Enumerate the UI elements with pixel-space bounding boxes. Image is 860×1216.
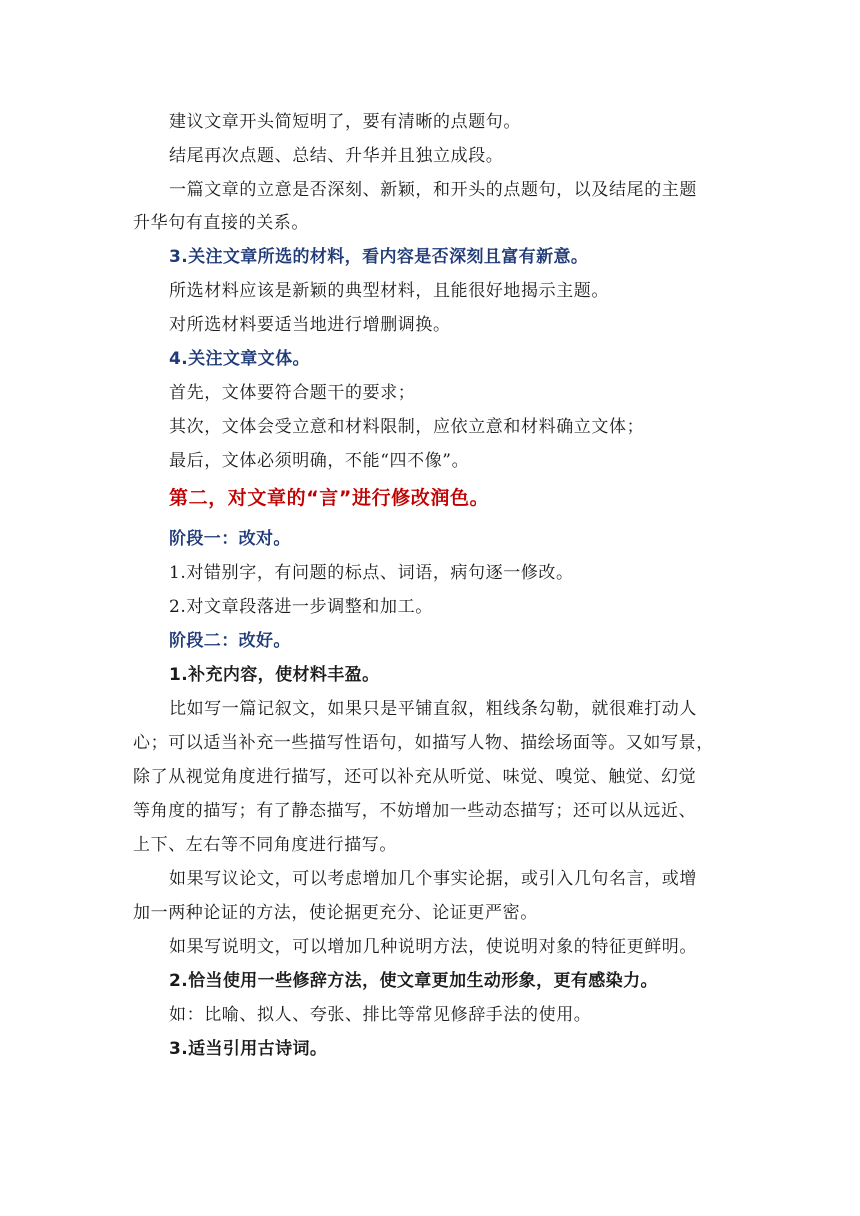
paragraph: 比如写一篇记叙文，如果只是平铺直叙，粗线条勾勒，就很难打动人 <box>169 699 697 719</box>
section-heading: 第二，对文章的“言”进行修改润色。 <box>169 487 490 509</box>
stage-heading: 阶段二：改好。 <box>169 631 291 651</box>
subheading: 3.关注文章所选的材料，看内容是否深刻且富有新意。 <box>169 247 589 267</box>
paragraph: 如：比喻、拟人、夸张、排比等常见修辞手法的使用。 <box>169 1005 592 1025</box>
paragraph: 最后，文体必须明确，不能“四不像”。 <box>169 451 470 471</box>
subheading: 3.适当引用古诗词。 <box>169 1039 328 1059</box>
paragraph: 首先，文体要符合题干的要求； <box>169 383 416 403</box>
subheading: 1.补充内容，使材料丰盈。 <box>169 665 380 685</box>
subheading: 4.关注文章文体。 <box>169 349 310 369</box>
paragraph-continuation: 加一两种论证的方法，使论据更充分、论证更严密。 <box>133 903 538 923</box>
paragraph: 结尾再次点题、总结、升华并且独立成段。 <box>169 146 504 166</box>
paragraph-continuation: 等角度的描写；有了静态描写，不妨增加一些动态描写；还可以从远近、 <box>133 801 697 821</box>
paragraph: 一篇文章的立意是否深刻、新颖，和开头的点题句，以及结尾的主题 <box>169 180 697 200</box>
paragraph: 对所选材料要适当地进行增删调换。 <box>169 315 451 335</box>
subheading: 2.恰当使用一些修辞方法，使文章更加生动形象，更有感染力。 <box>169 971 658 991</box>
list-item: 2.对文章段落进一步调整和加工。 <box>169 597 433 617</box>
paragraph: 如果写说明文，可以增加几种说明方法，使说明对象的特征更鲜明。 <box>169 937 697 957</box>
paragraph: 建议文章开头简短明了，要有清晰的点题句。 <box>169 112 521 132</box>
paragraph: 其次，文体会受立意和材料限制，应依立意和材料确立文体； <box>169 417 645 437</box>
paragraph-continuation: 心；可以适当补充一些描写性语句，如描写人物、描绘场面等。又如写景， <box>133 733 714 753</box>
paragraph-continuation: 上下、左右等不同角度进行描写。 <box>133 835 397 855</box>
paragraph-continuation: 升华句有直接的关系。 <box>133 213 309 233</box>
list-item: 1.对错别字，有问题的标点、词语，病句逐一修改。 <box>169 563 574 583</box>
paragraph: 所选材料应该是新颖的典型材料，且能很好地揭示主题。 <box>169 281 609 301</box>
paragraph: 如果写议论文，可以考虑增加几个事实论据，或引入几句名言，或增 <box>169 869 697 889</box>
paragraph-continuation: 除了从视觉角度进行描写，还可以补充从听觉、味觉、嗅觉、触觉、幻觉 <box>133 767 697 787</box>
stage-heading: 阶段一：改对。 <box>169 529 291 549</box>
